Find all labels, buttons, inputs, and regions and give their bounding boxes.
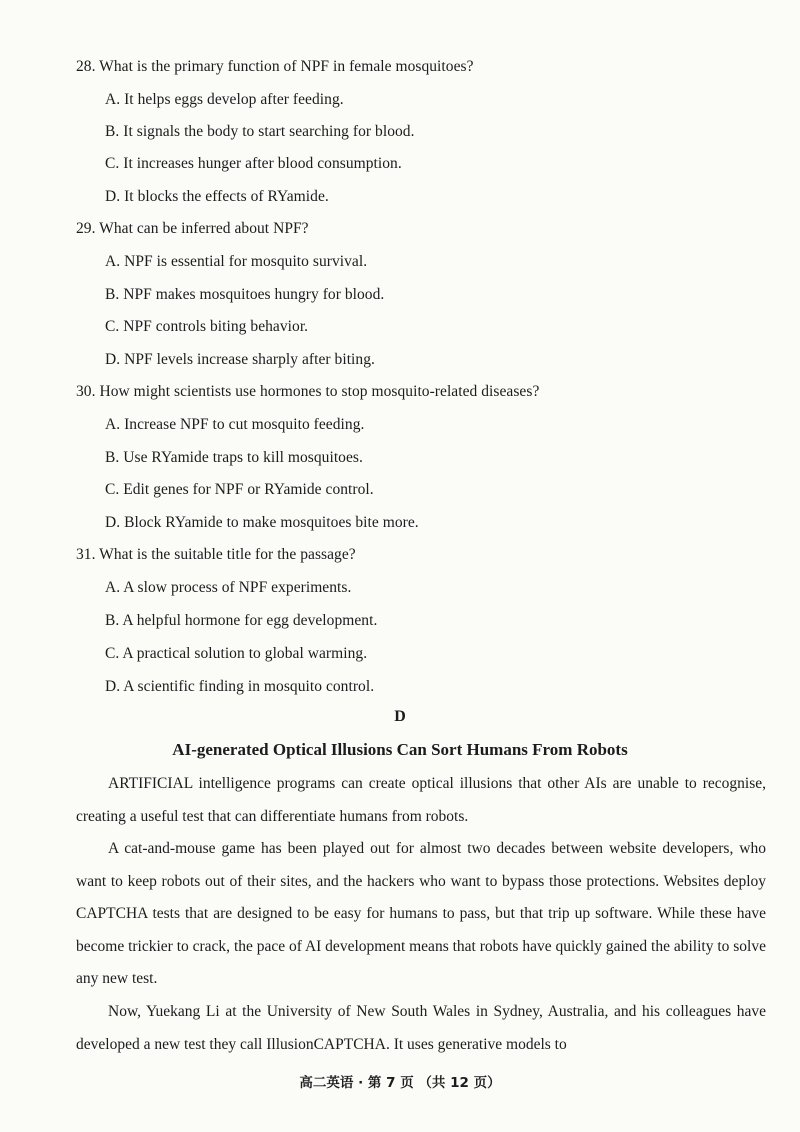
question-28-stem: 28. What is the primary function of NPF in female mosquitoes? bbox=[76, 58, 474, 75]
question-30-option-a: A. Increase NPF to cut mosquito feeding. bbox=[105, 416, 365, 433]
question-29-option-a: A. NPF is essential for mosquito survival. bbox=[105, 253, 368, 270]
question-29-stem: 29. What can be inferred about NPF? bbox=[76, 220, 309, 237]
question-31-option-d: D. A scientific finding in mosquito control. bbox=[105, 678, 375, 695]
question-31-option-a: A. A slow process of NPF experiments. bbox=[105, 579, 352, 596]
question-29-option-c: C. NPF controls biting behavior. bbox=[105, 318, 309, 335]
question-28-option-d: D. It blocks the effects of RYamide. bbox=[105, 188, 329, 205]
question-28-option-b: B. It signals the body to start searching for blood. bbox=[105, 123, 415, 140]
passage-paragraph-1: ARTIFICIAL intelligence programs can create optical illusions that other AIs are unable to recognise, creating a useful test that can differentiate humans from robots. bbox=[76, 775, 766, 825]
section-letter: D bbox=[394, 708, 406, 725]
question-30-option-b: B. Use RYamide traps to kill mosquitoes. bbox=[105, 449, 363, 466]
question-29-option-d: D. NPF levels increase sharply after biting. bbox=[105, 351, 375, 368]
question-28-option-c: C. It increases hunger after blood consumption. bbox=[105, 155, 402, 172]
question-30-option-c: C. Edit genes for NPF or RYamide control. bbox=[105, 481, 374, 498]
question-29-option-b: B. NPF makes mosquitoes hungry for blood. bbox=[105, 286, 385, 303]
passage-paragraph-3: Now, Yuekang Li at the University of New South Wales in Sydney, Australia, and his colleagues have developed a new test they call IllusionCAPTCHA. It uses generative models to bbox=[76, 1003, 766, 1053]
question-31-option-c: C. A practical solution to global warming. bbox=[105, 645, 368, 662]
question-31-stem: 31. What is the suitable title for the passage? bbox=[76, 546, 356, 563]
question-28-option-a: A. It helps eggs develop after feeding. bbox=[105, 91, 344, 108]
page-footer: 高二英语 · 第 7 页 （共 12 页） bbox=[299, 1075, 501, 1091]
question-31-option-b: B. A helpful hormone for egg development. bbox=[105, 612, 378, 629]
question-30-stem: 30. How might scientists use hormones to stop mosquito-related diseases? bbox=[76, 383, 540, 400]
question-30-option-d: D. Block RYamide to make mosquitoes bite more. bbox=[105, 514, 419, 531]
passage-paragraph-2: A cat-and-mouse game has been played out for almost two decades between website developers, who want to keep robots out of their sites, and the hackers who want to bypass those protections. Websites deploy CAPTCHA tests that are designed to be easy for humans to pass, but that trip up software. While these have become trickier to crack, the pace of AI development means that robots have quickly gained the ability to solve any new test. bbox=[76, 840, 766, 987]
passage-title: AI-generated Optical Illusions Can Sort Humans From Robots bbox=[172, 740, 628, 759]
